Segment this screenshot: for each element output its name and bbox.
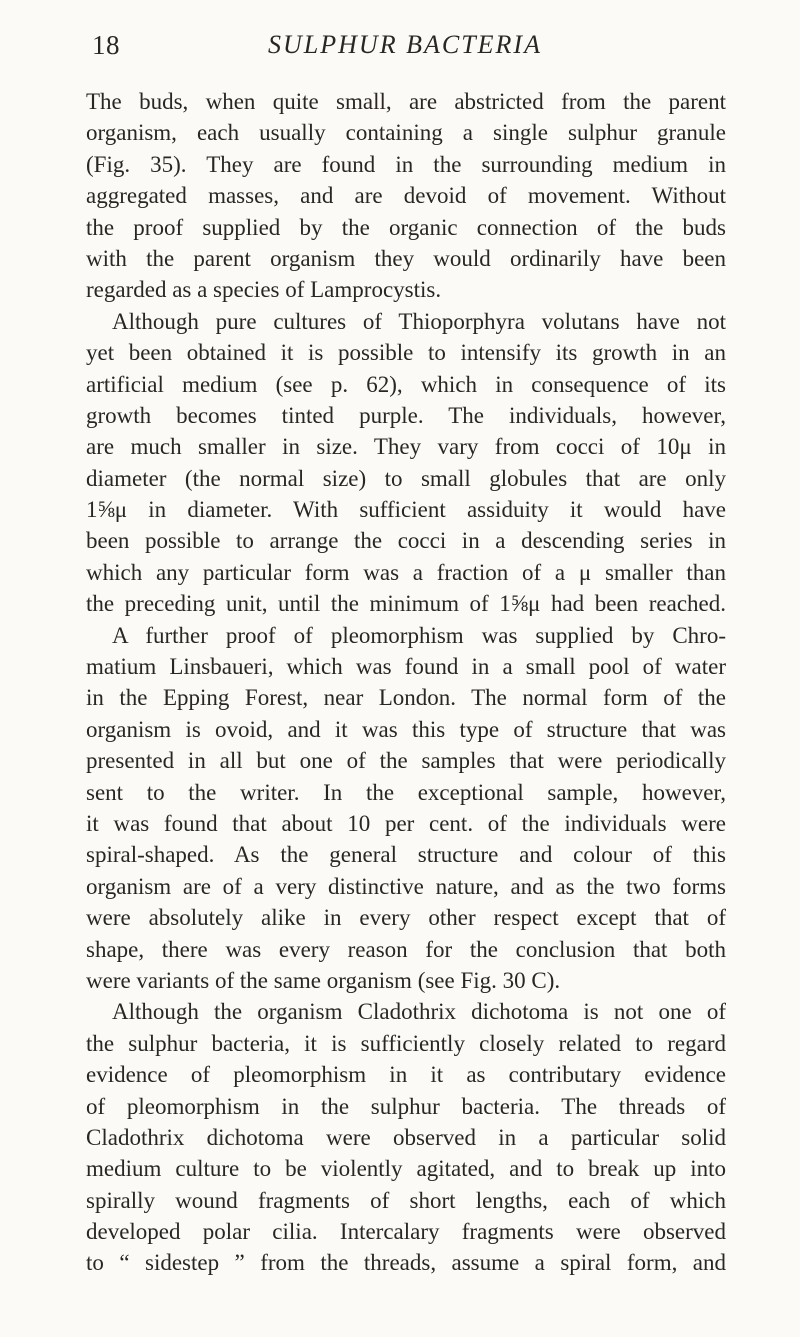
text-line: are much smaller in size. They vary from cocci of 10μ in [86,434,726,460]
text-line: been possible to arrange the cocci in a descending series in [86,528,726,554]
text-line: developed polar cilia. Intercalary fragments were observed [86,1219,726,1245]
text-line: medium culture to be violently agitated, and to break up into [86,1156,726,1182]
text-line: diameter (the normal size) to small globules that are only [86,465,726,491]
text-line: with the parent organism they would ordinarily have been [86,245,726,271]
text-line: presented in all but one of the samples that were periodically [86,748,726,774]
page-number: 18 [92,30,120,60]
text-line: Although the organism Cladothrix dichotoma is not one of [112,999,726,1025]
text-line: organism is ovoid, and it was this type of structure that was [86,716,726,742]
text-line: to “ sidestep ” from the threads, assume a spiral form, and [86,1250,726,1276]
text-line: spiral-shaped. As the general structure and colour of this [86,842,726,868]
text-line: shape, there was every reason for the conclusion that both [86,936,726,962]
text-line: artificial medium (see p. 62), which in consequence of its [86,371,726,397]
text-line: in the Epping Forest, near London. The normal form of the [86,685,726,711]
text-line: spirally wound fragments of short lengths, each of which [86,1187,726,1213]
text-line: aggregated masses, and are devoid of movement. Without [86,183,726,209]
text-line: the proof supplied by the organic connection of the buds [86,214,726,240]
running-title: SULPHUR BACTERIA [268,30,542,59]
text-line: matium Linsbaueri, which was found in a small pool of water [86,654,726,680]
text-line: yet been obtained it is possible to intensify its growth in an [86,340,726,366]
text-line: Cladothrix dichotoma were observed in a particular solid [86,1124,726,1150]
body-text [86,86,726,1279]
text-line: regarded as a species of Lamprocystis. [86,277,442,303]
text-line: growth becomes tinted purple. The individuals, however, [86,402,726,428]
text-line: organism, each usually containing a single sulphur granule [86,120,726,146]
paragraph [86,306,726,620]
paragraph [86,86,726,306]
paragraph [86,996,726,1279]
text-line: (Fig. 35). They are found in the surrounding medium in [86,151,726,177]
text-line: were variants of the same organism (see Fig. 30 C). [86,967,561,993]
text-line: the preceding unit, until the minimum of 1⅝μ had been reached. [86,591,726,617]
paragraph [86,620,726,997]
text-line: the sulphur bacteria, it is sufficiently closely related to regard [86,1030,726,1056]
text-line: The buds, when quite small, are abstricted from the parent [86,89,726,114]
text-line: Although pure cultures of Thioporphyra volutans have not [112,308,726,334]
page-header [92,28,718,68]
text-line: sent to the writer. In the exceptional sample, however, [86,779,726,805]
text-line: which any particular form was a fraction of a μ smaller than [86,559,726,585]
text-line: of pleomorphism in the sulphur bacteria. The threads of [86,1093,726,1119]
text-line: it was found that about 10 per cent. of the individuals were [86,810,726,836]
text-line: A further proof of pleomorphism was supplied by Chro- [112,622,726,648]
text-line: 1⅝μ in diameter. With sufficient assiduity it would have [86,497,726,523]
text-line: organism are of a very distinctive nature, and as the two forms [86,873,726,899]
text-line: evidence of pleomorphism in it as contributary evidence [86,1062,726,1088]
text-line: were absolutely alike in every other respect except that of [86,905,726,931]
